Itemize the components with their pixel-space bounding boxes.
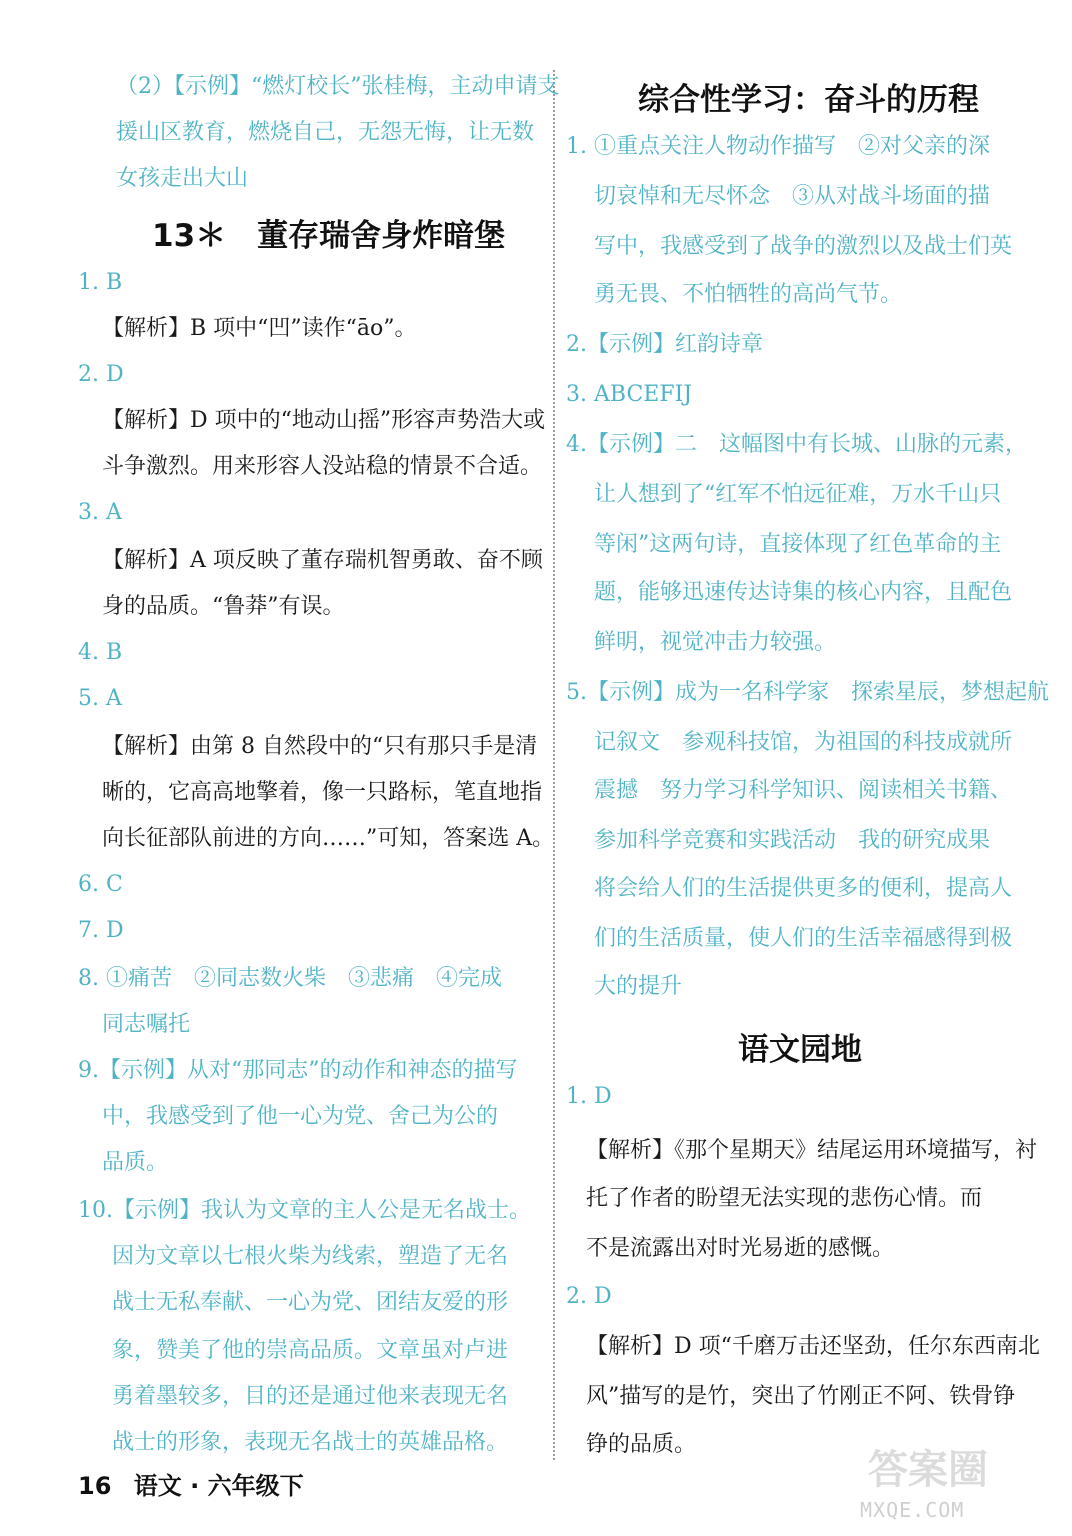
answer-line: 勇着墨较多，目的还是通过他来表现无名	[112, 1384, 509, 1409]
chinese-garden-title: 语文园地	[738, 1032, 862, 1068]
answer-line: 题，能够迅速传达诗集的核心内容，且配色	[594, 580, 1013, 605]
answer-line: 向长征部队前进的方向……”可知，答案选 A。	[102, 826, 555, 851]
answer-line: 等闲”这两句诗，直接体现了红色革命的主	[594, 532, 1002, 557]
answer-line: 2.【示例】红韵诗章	[566, 332, 763, 357]
answer-line: 2. D	[78, 362, 124, 387]
watermark-logo	[860, 1438, 1050, 1522]
answer-line: 们的生活质量，使人们的生活幸福感得到极	[594, 926, 1013, 951]
answer-line: 5. A	[78, 686, 122, 711]
answer-line: 【解析】A 项反映了董存瑞机智勇敢、奋不顾	[102, 548, 543, 573]
answer-line: 风”描写的是竹，突出了竹刚正不阿、铁骨铮	[586, 1384, 1016, 1409]
answer-line: 【解析】D 项“千磨万击还坚劲，任尔东西南北	[586, 1334, 1040, 1359]
answer-line: （2）【示例】“燃灯校长”张桂梅，主动申请支	[116, 74, 560, 99]
answer-line: 切哀悼和无尽怀念 ③从对战斗场面的描	[594, 184, 991, 209]
answer-line: 写中，我感受到了战争的激烈以及战士们英	[594, 234, 1013, 259]
answer-line: 4. B	[78, 640, 123, 665]
comprehensive-study-title: 综合性学习：奋斗的历程	[638, 82, 979, 118]
answer-line: 4.【示例】二 这幅图中有长城、山脉的元素，	[566, 432, 1027, 457]
answer-line: 9.【示例】从对“那同志”的动作和神态的描写	[78, 1058, 518, 1083]
page-footer	[78, 1466, 304, 1501]
answer-line: 7. D	[78, 918, 124, 943]
answer-line: 鲜明，视觉冲击力较强。	[594, 630, 837, 655]
answer-line: 将会给人们的生活提供更多的便利，提高人	[594, 876, 1013, 901]
watermark-url: MXQE.COM	[860, 1498, 965, 1522]
answer-line: 10.【示例】我认为文章的主人公是无名战士。	[78, 1198, 531, 1223]
answer-line: 参加科学竞赛和实践活动 我的研究成果	[594, 828, 991, 853]
column-divider	[553, 70, 555, 1460]
answer-line: 1. ①重点关注人物动作描写 ②对父亲的深	[566, 134, 990, 159]
answer-line: 勇无畏、不怕牺牲的高尚气节。	[594, 282, 903, 307]
answer-line: 战士无私奉献、一心为党、团结友爱的形	[112, 1290, 509, 1315]
answer-line: 不是流露出对时光易逝的感慨。	[586, 1236, 895, 1261]
answer-line: 铮的品质。	[586, 1432, 697, 1457]
answer-line: 大的提升	[594, 974, 683, 999]
answer-line: 中，我感受到了他一心为党、舍己为公的	[102, 1104, 499, 1129]
answer-line: 斗争激烈。用来形容人没站稳的情景不合适。	[102, 454, 543, 479]
answer-line: 2. D	[566, 1284, 612, 1309]
answer-line: 【解析】《那个星期天》结尾运用环境描写，衬	[586, 1138, 1038, 1163]
answer-line: 【解析】B 项中“凹”读作“āo”。	[102, 316, 417, 341]
lesson-13-title: 13＊ 董存瑞舍身炸暗堡	[152, 218, 506, 254]
watermark-cn: 答案圈	[868, 1447, 988, 1493]
answer-line: 【解析】由第 8 自然段中的“只有那只手是清	[102, 734, 538, 759]
answer-line: 品质。	[102, 1150, 169, 1175]
answer-line: 同志嘱托	[102, 1012, 191, 1037]
answer-line: 托了作者的盼望无法实现的悲伤心情。而	[586, 1186, 983, 1211]
answer-line: 象，赞美了他的崇高品质。文章虽对卢进	[112, 1338, 509, 1363]
answer-line: 女孩走出大山	[116, 166, 249, 191]
answer-line: 8. ①痛苦 ②同志数火柴 ③悲痛 ④完成	[78, 966, 502, 991]
answer-line: 5.【示例】成为一名科学家 探索星辰，梦想起航	[566, 680, 1049, 705]
page-number: 16	[78, 1472, 112, 1500]
answer-line: 援山区教育，燃烧自己，无怨无悔，让无数	[116, 120, 535, 145]
answer-line: 晰的，它高高地擎着，像一只路标，笔直地指	[102, 780, 543, 805]
answer-line: 【解析】D 项中的“地动山摇”形容声势浩大或	[102, 408, 546, 433]
answer-line: 3. ABCEFIJ	[566, 382, 693, 407]
answer-line: 因为文章以七根火柴为线索，塑造了无名	[112, 1244, 509, 1269]
answer-line: 战士的形象，表现无名战士的英雄品格。	[112, 1430, 509, 1455]
answer-line: 让人想到了“红军不怕远征难，万水千山只	[594, 482, 1002, 507]
answer-line: 震撼 努力学习科学知识、阅读相关书籍、	[594, 778, 1013, 803]
subject-label: 语文 · 六年级下	[133, 1472, 304, 1500]
answer-line: 1. B	[78, 270, 123, 295]
answer-line: 记叙文 参观科技馆，为祖国的科技成就所	[594, 730, 1013, 755]
answer-line: 3. A	[78, 500, 122, 525]
answer-line: 6. C	[78, 872, 123, 897]
answer-line: 1. D	[566, 1084, 612, 1109]
answer-line: 身的品质。“鲁莽”有误。	[102, 594, 345, 619]
